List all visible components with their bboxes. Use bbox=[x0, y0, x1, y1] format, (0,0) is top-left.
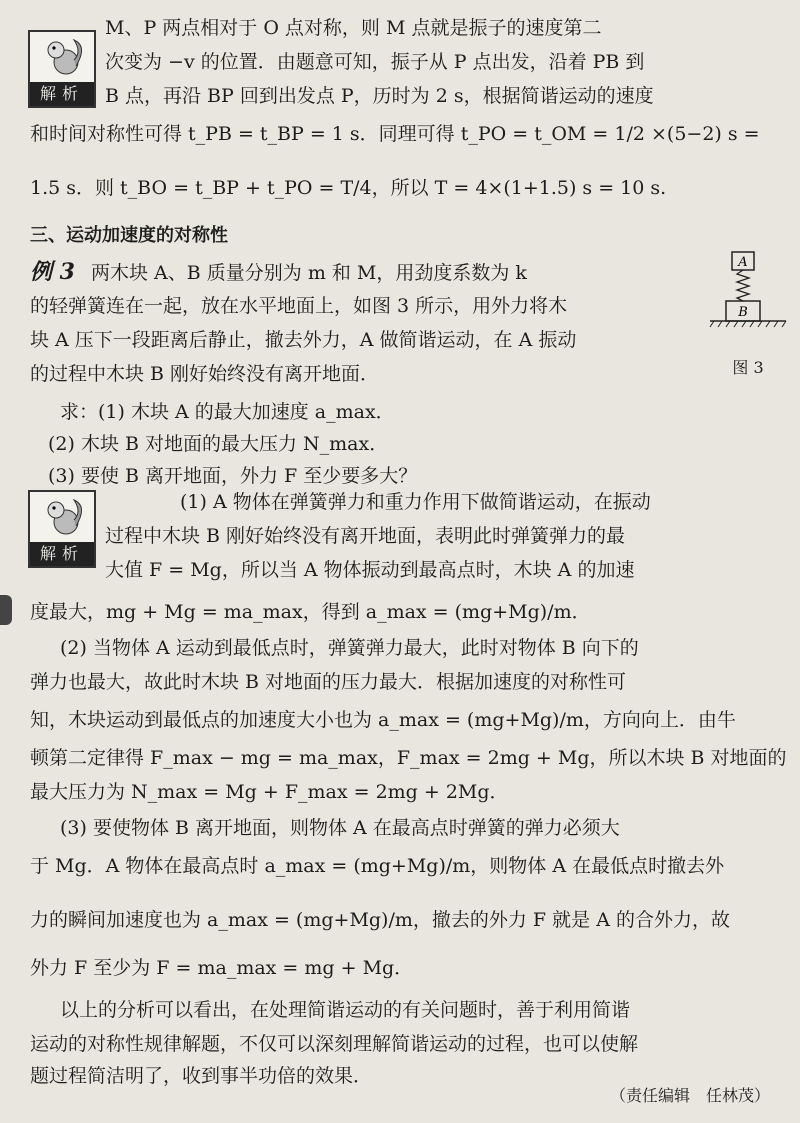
figure-3 bbox=[706, 248, 790, 378]
analysis-badge bbox=[28, 490, 96, 568]
example-first-line bbox=[30, 258, 690, 287]
solution-line: 最大压力为 N_max = Mg + F_max = 2mg + 2Mg． bbox=[30, 781, 509, 803]
text-line: 和时间对称性可得 t_PB = t_BP = 1 s．同理可得 t_PO = t_OM = 1/2 ×(5−2) s = bbox=[30, 123, 760, 145]
section-heading: 三、运动加速度的对称性 bbox=[30, 225, 228, 246]
text-line: 块 A 压下一段距离后静止，撤去外力，A 做简谐运动，在 A 振动 bbox=[30, 329, 577, 351]
solution-line: 度最大，mg + Mg = ma_max，得到 a_max = (mg+Mg)/m． bbox=[30, 601, 591, 623]
solution-line: (2) 当物体 A 运动到最低点时，弹簧弹力最大，此时对物体 B 向下的 bbox=[60, 637, 639, 659]
analysis-badge-label: 解析 bbox=[30, 542, 94, 566]
conclusion-line: 运动的对称性规律解题，不仅可以深刻理解简谐运动的过程，也可以使解 bbox=[30, 1033, 639, 1055]
text-line: 次变为 −v 的位置．由题意可知，振子从 P 点出发，沿着 PB 到 bbox=[105, 51, 645, 73]
analysis-badge-label: 解析 bbox=[30, 82, 94, 106]
solution-line: 顿第二定律得 F_max − mg = ma_max，F_max = 2mg + Mg，所以木块 B 对地面的 bbox=[30, 747, 787, 769]
solution-line: 知，木块运动到最低点的加速度大小也为 a_max = (mg+Mg)/m，方向向上．由牛 bbox=[30, 709, 736, 731]
example-label: 例 3 bbox=[30, 259, 75, 285]
solution-line: 力的瞬间加速度也为 a_max = (mg+Mg)/m，撤去的外力 F 就是 A 的合外力，故 bbox=[30, 909, 730, 931]
conclusion-line: 以上的分析可以看出，在处理简谐运动的有关问题时，善于利用简谐 bbox=[60, 999, 631, 1021]
analysis-badge bbox=[28, 30, 96, 108]
solution-line: 大值 F = Mg，所以当 A 物体振动到最高点时，木块 A 的加速 bbox=[105, 559, 635, 581]
solution-line: 外力 F 至少为 F = ma_max = mg + Mg． bbox=[30, 957, 414, 979]
block-a-label: A bbox=[738, 255, 748, 270]
solution-line: (1) A 物体在弹簧弹力和重力作用下做简谐运动，在振动 bbox=[180, 491, 651, 513]
text-line: 1.5 s．则 t_BO = t_BP + t_PO = T/4，所以 T = 4×(1+1.5) s = 10 s. bbox=[30, 177, 667, 199]
text-line: 的过程中木块 B 刚好始终没有离开地面． bbox=[30, 363, 380, 385]
solution-line: (3) 要使物体 B 离开地面，则物体 A 在最高点时弹簧的弹力必须大 bbox=[60, 817, 620, 839]
figure-label: 图 3 bbox=[732, 358, 764, 377]
solution-line: 于 Mg．A 物体在最高点时 a_max = (mg+Mg)/m，则物体 A 在最低点时撤去外 bbox=[30, 855, 725, 877]
text-line: 的轻弹簧连在一起，放在水平地面上，如图 3 所示，用外力将木 bbox=[30, 295, 568, 317]
question-line: (2) 木块 B 对地面的最大压力 N_max． bbox=[48, 433, 389, 455]
page-edge-tab bbox=[0, 595, 12, 625]
spring-blocks-diagram bbox=[706, 248, 790, 348]
question-line: (3) 要使 B 离开地面，外力 F 至少要多大？ bbox=[48, 465, 418, 487]
squirrel-icon bbox=[36, 36, 88, 78]
squirrel-icon bbox=[36, 496, 88, 538]
text-line: B 点，再沿 BP 回到出发点 P，历时为 2 s，根据简谐运动的速度 bbox=[105, 85, 654, 107]
editor-credit: （责任编辑 任林茂） bbox=[609, 1086, 770, 1105]
example-text: 两木块 A、B 质量分别为 m 和 M，用劲度系数为 k bbox=[91, 262, 527, 284]
text-line: M、P 两点相对于 O 点对称，则 M 点就是振子的速度第二 bbox=[105, 17, 602, 39]
question-line: 求：(1) 木块 A 的最大加速度 a_max． bbox=[60, 401, 395, 423]
conclusion-line: 题过程简洁明了，收到事半功倍的效果． bbox=[30, 1065, 373, 1087]
solution-line: 弹力也最大，故此时木块 B 对地面的压力最大．根据加速度的对称性可 bbox=[30, 671, 627, 693]
block-b-label: B bbox=[738, 305, 748, 320]
solution-line: 过程中木块 B 刚好始终没有离开地面，表明此时弹簧弹力的最 bbox=[105, 525, 626, 547]
